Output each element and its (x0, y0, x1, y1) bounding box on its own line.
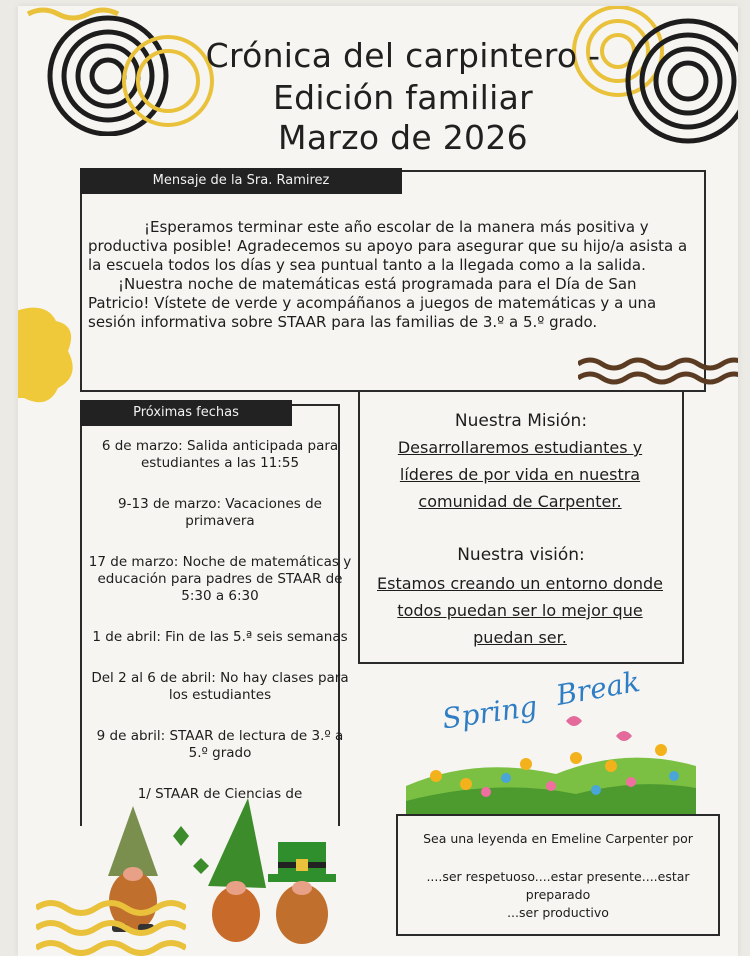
vision-text: Estamos creando un entorno donde todos puedan ser lo mejor que puedan ser. (377, 574, 663, 647)
spring-break-illustration (406, 666, 696, 816)
newsletter-title-line-3: Marzo de 2026 (278, 118, 528, 157)
newsletter-page (18, 6, 738, 956)
yellow-waves-decoration (36, 898, 186, 956)
legend-line-1: Sea una leyenda en Emeline Carpenter por (423, 831, 693, 846)
date-item: 9-13 de marzo: Vacaciones de primavera (118, 496, 322, 529)
message-paragraph-2: ¡Nuestra noche de matemáticas está programada para el Día de San Patricio! Vístete de verde y acompáñanos a juegos de matemáticas y a una sesión informativa sobre STAAR para las familias de 3.º a 5.º grado. (88, 275, 657, 331)
newsletter-title-line-2: Edición familiar (273, 78, 533, 117)
spring-break-art (406, 666, 696, 816)
newsletter-title-line-1: Crónica del carpintero - (205, 36, 601, 75)
message-heading: Mensaje de la Sra. Ramirez (80, 168, 402, 194)
mission-title: Nuestra Misión: (454, 411, 588, 431)
dates-heading: Próximas fechas (80, 400, 292, 426)
message-body (88, 218, 688, 332)
mission-vision-box (358, 390, 684, 664)
legend-line-4: ...ser productivo (507, 905, 609, 920)
date-item: 6 de marzo: Salida anticipada para estudiantes a las 11:55 (101, 438, 339, 471)
date-item: 1 de abril: Fin de las 5.ª seis semanas (92, 629, 348, 645)
date-item: 9 de abril: STAAR de lectura de 3.º a 5.º grado (96, 728, 344, 761)
mission-text: Desarrollaremos estudiantes y líderes de por vida en nuestra comunidad de Carpenter. (397, 438, 643, 511)
legend-line-2: ....ser respetuoso....estar presente....estar (426, 869, 690, 884)
message-paragraph-1: ¡Esperamos terminar este año escolar de la manera más positiva y productiva posible! Agradecemos su apoyo para asegurar que su hijo/a asista a la escuela todos los días y sea puntual tanto a la llegada como a la salida. (88, 218, 688, 274)
spring-word: Spring (440, 689, 540, 736)
break-word: Break (553, 664, 643, 713)
date-item: 1/ STAAR de Ciencias de (137, 786, 303, 802)
legend-line-3: preparado (525, 887, 591, 902)
yellow-scallop-decoration (18, 306, 76, 406)
date-item: 17 de marzo: Noche de matemáticas y educación para padres de STAAR de 5:30 a 6:30 (88, 554, 352, 604)
vision-title: Nuestra visión: (457, 545, 585, 565)
upcoming-dates-list (88, 438, 352, 827)
legend-box (396, 814, 720, 936)
date-item: Del 2 al 6 de abril: No hay clases para los estudiantes (91, 670, 349, 703)
